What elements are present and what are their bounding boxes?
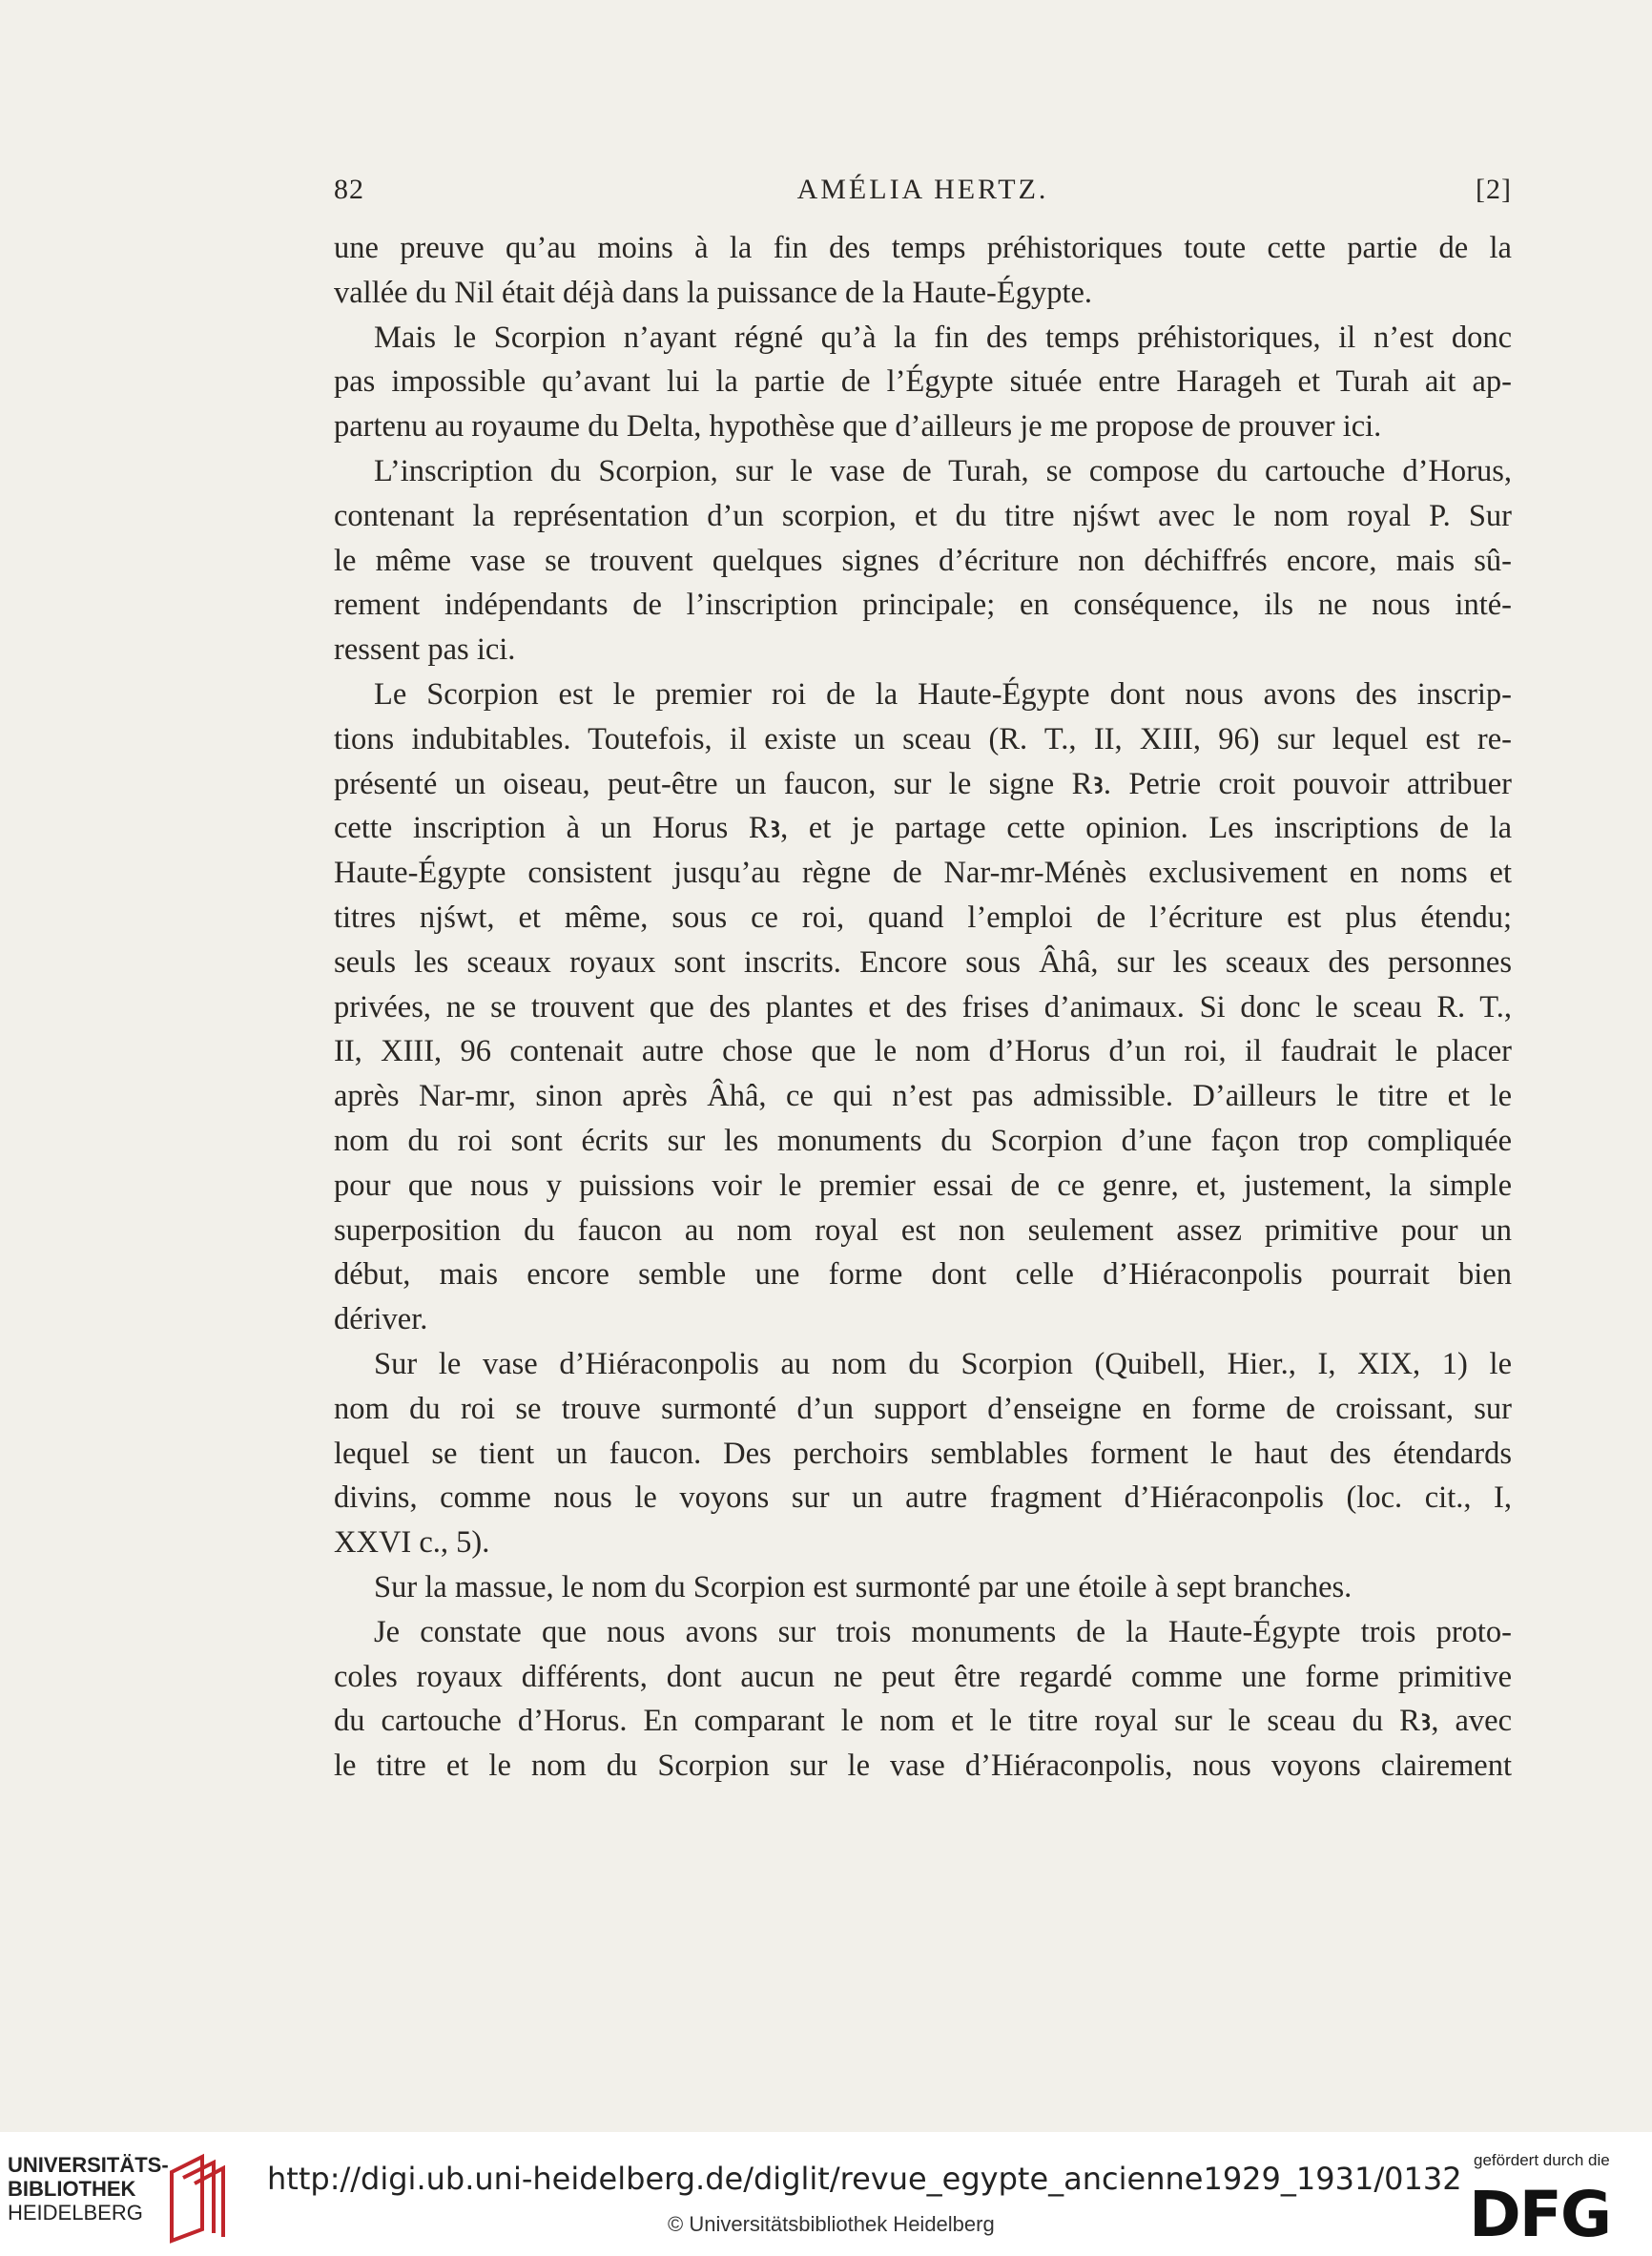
text-line: Mais le Scorpion n’ayant régné qu’à la fin des temps préhistoriques, il n’est donc xyxy=(374,320,1512,355)
library-name-line1: UNIVERSITÄTS- xyxy=(8,2153,169,2177)
text-line: Haute-Égypte consistent jusqu’au règne de Nar-mr-Ménès exclusivement en noms et xyxy=(334,856,1512,891)
text-line: II, XIII, 96 contenait autre chose que le nom d’Horus d’un roi, il faudrait le placer xyxy=(334,1034,1512,1069)
text-line: après Nar-mr, sinon après Âhâ, ce qui n’est pas admissible. D’ailleurs le titre et le xyxy=(334,1079,1512,1114)
section-number: [2] xyxy=(1476,174,1512,205)
library-name-line3: HEIDELBERG xyxy=(8,2201,143,2225)
text-line: partenu au royaume du Delta, hypothèse que d’ailleurs je me propose de prouver ici. xyxy=(334,409,1382,445)
text-line: Le Scorpion est le premier roi de la Haute-Égypte dont nous avons des inscrip- xyxy=(374,676,1512,712)
text-line: dériver. xyxy=(334,1302,428,1337)
text-line: titres njśwt, et même, sous ce roi, quand l’emploi de l’écriture est plus étendu; xyxy=(334,900,1512,935)
text-line: L’inscription du Scorpion, sur le vase de Turah, se compose du cartouche d’Horus, xyxy=(374,453,1512,488)
text-line: nom du roi sont écrits sur les monuments du Scorpion d’une façon trop compliquée xyxy=(334,1123,1512,1158)
text-line: pas impossible qu’avant lui la partie de l’Égypte située entre Harageh et Turah ait ap- xyxy=(334,364,1512,400)
text-line: lequel se tient un faucon. Des perchoirs semblables forment le haut des étendards xyxy=(334,1436,1512,1471)
body-text xyxy=(334,226,1512,1789)
library-name-line2: BIBLIOTHEK xyxy=(8,2177,136,2201)
library-footer xyxy=(0,2132,1652,2256)
library-name xyxy=(8,2153,169,2225)
text-line: le titre et le nom du Scorpion sur le vase d’Hiéraconpolis, nous voyons clairement xyxy=(334,1749,1512,1784)
text-line: superposition du faucon au nom royal est non seulement assez primitive pour un xyxy=(334,1212,1512,1248)
text-line: Sur la massue, le nom du Scorpion est surmonté par une étoile à sept branches. xyxy=(374,1569,1353,1604)
source-url-link[interactable]: http://digi.ub.uni-heidelberg.de/diglit/revue_egypte_ancienne1929_1931/0132 xyxy=(267,2161,1462,2197)
text-line: divins, comme nous le voyons sur un autre fragment d’Hiéraconpolis (loc. cit., I, xyxy=(334,1480,1512,1516)
dfg-logo-text: DFG xyxy=(1469,2178,1611,2251)
page-number: 82 xyxy=(334,174,364,205)
text-line: Sur le vase d’Hiéraconpolis au nom du Scorpion (Quibell, Hier., I, XIX, 1) le xyxy=(374,1346,1512,1381)
library-logo-icon xyxy=(164,2153,231,2245)
text-line: tions indubitables. Toutefois, il existe un sceau (R. T., II, XIII, 96) sur lequel est re- xyxy=(334,721,1512,756)
copyright-notice: © Universitätsbibliothek Heidelberg xyxy=(668,2212,995,2236)
text-line: le même vase se trouvent quelques signes d’écriture non déchiffrés encore, mais sû- xyxy=(334,543,1512,578)
dfg-logo-icon xyxy=(1469,2178,1631,2251)
running-title: AMÉLIA HERTZ. xyxy=(796,174,1049,205)
text-line: nom du roi se trouve surmonté d’un support d’enseigne en forme de croissant, sur xyxy=(334,1391,1512,1426)
text-line: Je constate que nous avons sur trois monuments de la Haute-Égypte trois proto- xyxy=(374,1614,1512,1649)
text-line: cette inscription à un Horus Rꜣ, et je partage cette opinion. Les inscriptions de la xyxy=(334,811,1512,846)
funding-note: gefördert durch die xyxy=(1474,2151,1610,2169)
text-line: privées, ne se trouvent que des plantes et des frises d’animaux. Si donc le sceau R. T., xyxy=(334,989,1512,1025)
text-line: XXVI c., 5). xyxy=(334,1525,490,1561)
text-line: du cartouche d’Horus. En comparant le nom et le titre royal sur le sceau du Rꜣ, avec xyxy=(334,1704,1512,1739)
text-line: coles royaux différents, dont aucun ne peut être regardé comme une forme primitive xyxy=(334,1659,1512,1694)
running-head xyxy=(334,174,1512,212)
text-line: début, mais encore semble une forme dont celle d’Hiéraconpolis pourrait bien xyxy=(334,1257,1512,1293)
text-line: présenté un oiseau, peut-être un faucon, sur le signe Rꜣ. Petrie croit pouvoir attribuer xyxy=(334,766,1512,801)
text-line: seuls les sceaux royaux sont inscrits. Encore sous Âhâ, sur les sceaux des personnes xyxy=(334,944,1512,980)
text-line: contenant la représentation d’un scorpion, et du titre njśwt avec le nom royal P. Sur xyxy=(334,498,1512,533)
text-line: pour que nous y puissions voir le premier essai de ce genre, et, justement, la simple xyxy=(334,1168,1512,1203)
text-line: rement indépendants de l’inscription principale; en conséquence, ils ne nous inté- xyxy=(334,588,1512,623)
text-line: une preuve qu’au moins à la fin des temps préhistoriques toute cette partie de la xyxy=(334,231,1512,265)
text-line: ressent pas ici. xyxy=(334,632,516,668)
text-line: vallée du Nil était déjà dans la puissance de la Haute-Égypte. xyxy=(334,275,1093,310)
